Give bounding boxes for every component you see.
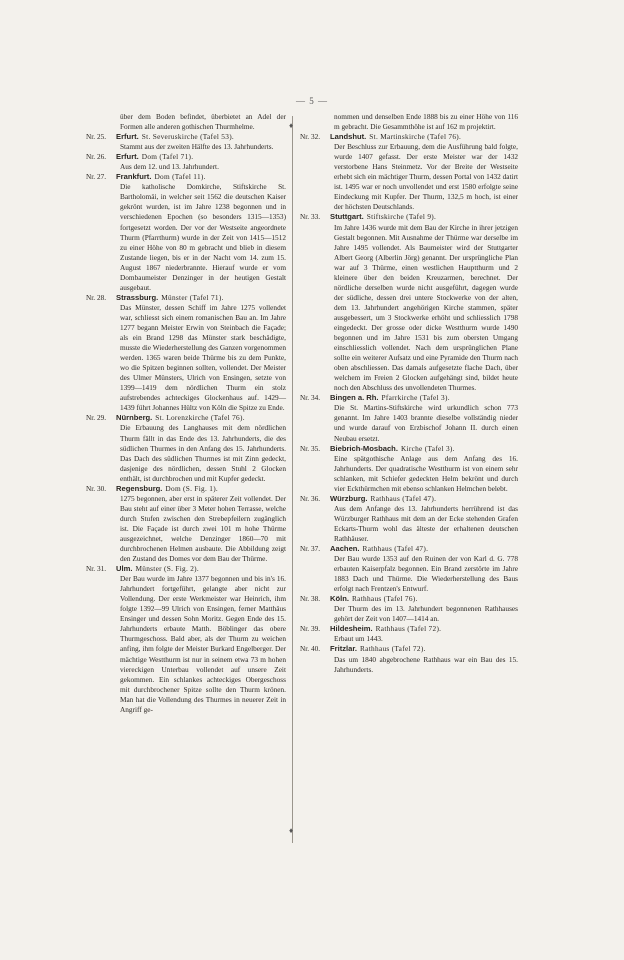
entry-number: Nr. 38. [300,594,321,604]
entry-heading [300,644,518,654]
entry-city: Würzburg. [330,493,368,503]
catalog-entry [300,644,518,674]
entry-building: St. Lorenzkirche (Tafel 76). [155,413,245,423]
entry-list-left [86,132,286,715]
catalog-entry [86,132,286,152]
entry-text: Stammt aus der zweiten Hälfte des 13. Jahrhunderts. [120,142,274,152]
continuation-text: über dem Boden befindet, überbietet an Adel der Formen alle anderen gothischen Thurmhelme. [120,112,286,132]
catalog-entry [300,132,518,212]
entry-city: Erfurt. [116,152,139,162]
entry-building: St. Martinskirche (Tafel 76). [369,132,462,142]
entry-building: Rathhaus (Tafel 76). [351,594,418,604]
entry-city: Fritzlar. [330,644,358,654]
entry-building: Münster (S. Fig. 2). [135,564,200,574]
catalog-entry [300,594,518,624]
entry-building: Stiftskirche (Tafel 9). [366,212,437,222]
entry-city: Hildesheim. [330,624,373,634]
catalog-entry [86,293,286,414]
entry-city: Ulm. [116,564,133,574]
catalog-entry [300,212,518,393]
entry-city: Strassburg. [116,292,159,302]
entry-heading [86,564,286,574]
catalog-entry [300,624,518,644]
entry-building: Münster (Tafel 71). [161,292,224,302]
continuation-text: nommen und denselben Ende 1888 bis zu einer Höhe von 116 m gebracht. Die Gesammthöhe ist auf 162 m projektirt. [334,112,518,132]
entry-number: Nr. 34. [300,393,321,403]
entry-text: Der Beschluss zur Erbauung, dem die Ausführung bald folgte, wurde 1407 gefasst. Der erste Meister war der 1432 verstorbene Hans Steinmetz. Vor der Breite der Westseite erhebt sich ein mächtiger Thurm, dessen Portal von 1432 datirt ist. 1495 war er noch unvollendet und erst 1580 erfolgte seine Eindeckung mit Kupfer. Der Thurm, 132,5 m hoch, ist einer der höchsten Deutschlands. [334,142,518,212]
entry-number: Nr. 29. [86,413,107,423]
entry-heading [86,413,286,423]
divider-ornament-bottom: ♦ [289,826,294,835]
entry-text: Aus dem 12. und 13. Jahrhundert. [120,162,219,172]
entry-city: Aachen. [330,544,360,554]
entry-number: Nr. 35. [300,443,321,453]
entry-number: Nr. 28. [86,292,107,302]
catalog-entry [300,444,518,494]
entry-text: Eine spätgothische Anlage aus dem Anfang des 16. Jahrhunderts. Der quadratische Westthurm ist von einem sehr schlanken, mit Schiefer gedeckten Helm bekrönt und durch vier Eckthürmchen mit ebenso schlanken Helmchen belebt. [334,453,518,493]
entry-city: Biebrich-Mosbach. [330,443,398,453]
entry-number: Nr. 36. [300,493,321,503]
entry-building: Rathhaus (Tafel 72). [360,644,426,654]
entry-text: Erbaut um 1443. [334,634,383,644]
entry-heading [300,544,518,554]
entry-number: Nr. 30. [86,483,107,493]
entry-heading [86,172,286,182]
entry-list-right [300,132,518,675]
catalog-entry [86,484,286,564]
entry-text: Die St. Martins-Stiftskirche wird urkundlich schon 773 genannt. Im Jahre 1403 brannte dieselbe vollständig nieder und wurde darauf von Erzbischof Johann II. durch einen Neubau ersetzt. [334,403,518,443]
entry-text: Aus dem Anfange des 13. Jahrhunderts herrührend ist das Würzburger Rathhaus mit dem an der Ecke stehenden Grafen Eckarts-Thurm wohl das älteste der erhaltenen deutschen Rathhäuser. [334,503,518,543]
entry-number: Nr. 33. [300,212,321,222]
column-divider [292,116,293,843]
catalog-entry [300,494,518,544]
catalog-entry [86,413,286,483]
entry-heading [300,594,518,604]
entry-heading [300,393,518,403]
entry-city: Erfurt. [116,132,139,142]
entry-building: Rathhaus (Tafel 47). [370,493,437,503]
entry-text: 1275 begonnen, aber erst in späterer Zeit vollendet. Der Bau steht auf einer über 3 Meter hohen Terrasse, welche durch Stufen zwischen den Strebepfeilern zugänglich ist. Die Façade ist durch zwei 101 m hohe Thürme ausgezeichnet, welche Denzinger 1860—70 mit durchbrochenen Helmen ausbaute. Die Abbildung zeigt den Zustand des Domes vor dem Bau der Thürme. [120,493,286,564]
right-column [300,112,518,675]
entry-text: Das um 1840 abgebrochene Rathhaus war ein Bau des 15. Jahrhunderts. [334,654,518,674]
entry-text: Der Bau wurde im Jahre 1377 begonnen und bis in's 16. Jahrhundert fortgeführt, gelangte aber nicht zur Vollendung. Der erste Werkmeister war Heinrich, ihm folgte 1392—99 Ulrich von Ensingen, ferner Matthäus Ensinger und dessen Sohn Moritz. Gegen Ende des 15. Jahrhunderts erbaute Matth. Böblinger das obere Thurmgeschoss. Bald aber, als der Thurm zu weichen anfing, ihm folgte der Meister Burkard Engelberger. Der mächtige Westthurm ist nur in seinem etwa 73 m hohen viereckigen Unterbau vollendet auf unsere Zeit gekommen. Ein schlankes achteckiges Obergeschoss mit durchbrochener Spitze sollte den Thurm krönen. Man hat die Vollendung des Thurmes in neuerer Zeit in Angriff ge- [120,574,286,714]
catalog-entry [300,544,518,594]
catalog-entry [86,152,286,172]
entry-city: Landshut. [330,132,367,142]
catalog-entry [300,393,518,443]
entry-building: Dom (S. Fig. 1). [165,483,219,493]
entry-heading [300,624,518,634]
entry-number: Nr. 40. [300,644,321,654]
entry-heading [86,152,286,162]
entry-city: Köln. [330,594,349,604]
entry-number: Nr. 37. [300,544,321,554]
entry-city: Bingen a. Rh. [330,393,379,403]
entry-building: Rathhaus (Tafel 72). [375,624,442,634]
catalog-entry [86,564,286,715]
entry-heading [86,132,286,142]
entry-building: Rathhaus (Tafel 47). [362,544,429,554]
entry-text: Das Münster, dessen Schiff im Jahre 1275 vollendet war, schliesst sich einem romanischen Bau an. Im Jahre 1277 begann Meister Erwin von Steinbach die Façade; als ein Brand 1298 das Münster stark beschädigte, musste die Wiederherstellung des Ganzen vorgenommen werden. 1365 waren beide Thürme bis zu dem Punkte, wo die Spitzen beginnen sollten, vollendet. Der Meister des Ulmer Münsters, Ulrich von Ensingen, setzte von 1399—1419 dem nördlichen Thurm ein stolz aufstrebendes achteckiges Glockenhaus auf. 1429—1439 führt Johannes Hültz von Köln die Spitze zu Ende. [120,302,286,413]
entry-city: Frankfurt. [116,172,152,182]
entry-text: Der Bau wurde 1353 auf den Ruinen der von Karl d. G. 778 erbauten Kaiserpfalz begonnen. Ein Brand zerstörte im Jahre 1883 Dach und Thürme. Die Wiederherstellung des Baus erfolgt nach Frentzen's Entwurf. [334,554,518,594]
entry-building: Dom (Tafel 71). [141,152,194,162]
entry-heading [300,132,518,142]
entry-heading [300,494,518,504]
entry-number: Nr. 39. [300,624,321,634]
entry-building: Kirche (Tafel 3). [400,443,455,453]
entry-heading [86,293,286,303]
page-number: — 5 — [296,96,328,106]
entry-text: Die Erbauung des Langhauses mit dem nördlichen Thurm fällt in das Ende des 13. Jahrhunderts, die des südlichen Thurmes in den Anfang des 15. Jahrhunderts. Das Dach des südlichen Thurmes ist mit Zinn gedeckt, dasjenige des nördlichen, dessen Stuhl 2 Glocken enthält, ist durchbrochen und mit Kupfer gedeckt. [120,423,286,483]
entry-city: Stuttgart. [330,212,364,222]
entry-building: St. Severuskirche (Tafel 53). [141,132,235,142]
entry-text: Der Thurm des im 13. Jahrhundert begonnenen Rathhauses gehört der Zeit von 1407—1414 an. [334,604,518,624]
entry-building: Pfarrkirche (Tafel 3). [381,393,450,403]
entry-text: Im Jahre 1436 wurde mit dem Bau der Kirche in ihrer jetzigen Gestalt begonnen. Mit Ausnahme der Thürme war derselbe im Jahre 1495 vollendet. Als Baumeister wird der Stuttgarter Albert Georg (Alberlin Jörg) genannt. Der ursprüngliche Plan war auf 3 Thürme, einen westlichen Hauptthurm und 2 kleinere über den beiden Kreuzarmen, berechnet. Der nördliche derselben wurde nicht ausgeführt, dagegen wurde der südliche, dessen drei untere Stockwerke von der alten, dem 13. Jahrhundert angehörigen Kirche stammen, später ausgebessert, um 3 Stockwerke erhöht und schliesslich 1798 eingedeckt. Der grosse oder dicke Westthurm wurde 1490 begonnen und im Jahre 1531 bis zum obersten Umgang einschliesslich vollendet. Nach dem ursprünglichen Plane sollte ein weiterer Aufsatz und eine Pyramide den Thurm nach oben abschliessen. Das damals aufgesetzte flache Dach, über welchem im Freien 2 Glocken aufgehängt sind, bildet heute noch den Abschluss des unvollendeten Thurmes. [334,222,518,393]
entry-number: Nr. 27. [86,172,107,182]
divider-ornament-top: ♦ [289,121,294,130]
entry-number: Nr. 26. [86,152,107,162]
entry-heading [86,484,286,494]
entry-city: Regensburg. [116,483,163,493]
entry-text: Die katholische Domkirche, Stiftskirche St. Bartholomäi, in welcher seit 1562 die deutschen Kaiser gekrönt wurden, ist im Jahre 1238 begonnen und in verschiedenen Epochen (so besonders 1315—1353) fortgesetzt worden. Der vor der Westseite angeordnete Thurm (Pfarrthurm) wurde in der Zeit von 1415—1512 zu einer Höhe von 80 m gebracht und blieb in diesem Zustande liegen, bis er in der Nacht vom 14. zum 15. August 1867 niederbrannte. Hierauf wurde er vom Dombaumeister Denzinger in der heutigen Gestalt ausgebaut. [120,182,286,292]
entry-number: Nr. 32. [300,132,321,142]
left-column [86,112,286,715]
entry-city: Nürnberg. [116,413,153,423]
entry-heading [300,444,518,454]
catalog-entry [86,172,286,293]
entry-number: Nr. 25. [86,132,107,142]
entry-number: Nr. 31. [86,564,107,574]
entry-heading [300,212,518,222]
entry-building: Dom (Tafel 11). [154,172,206,182]
